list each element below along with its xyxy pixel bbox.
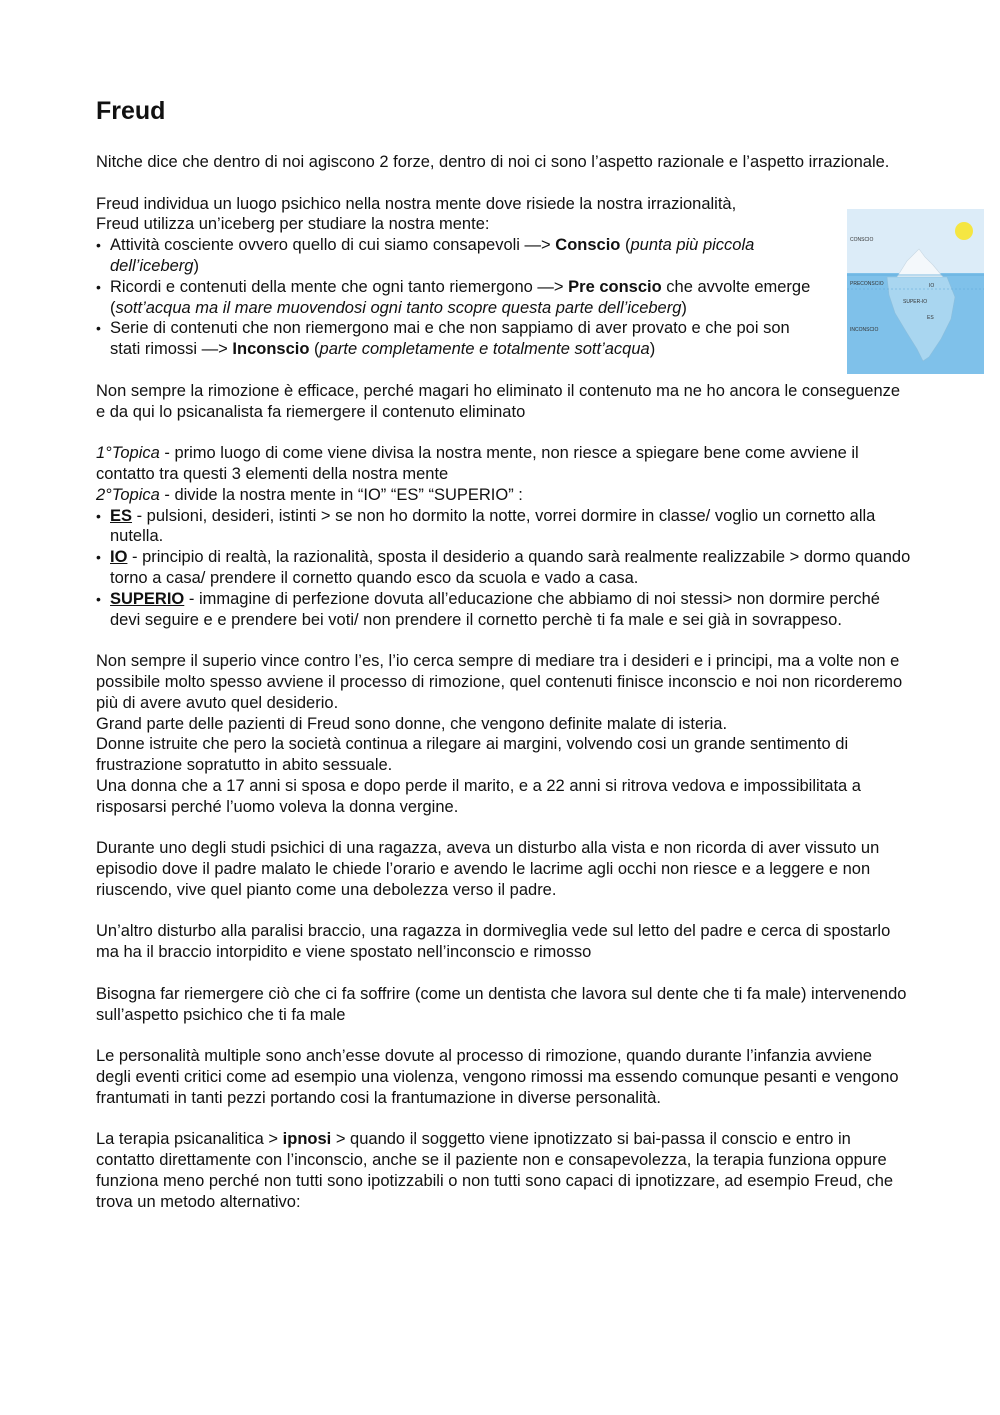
paragraph-pazienti: Grand parte delle pazienti di Freud sono donne, che vengono definite malate di isteria. xyxy=(96,714,728,733)
label-inconscio: INCONSCIO xyxy=(850,327,879,333)
list-item: • IO - principio di realtà, la razionalità, sposta il desiderio a quando sarà realmente realizzabile > dormo quando torno a casa/ prendere il cornetto quando esco da scuola e vado a casa. xyxy=(96,547,911,589)
paragraph-vedova: Una donna che a 17 anni si sposa e dopo perde il marito, e a 22 anni si ritrova vedova e impossibilitata a risposarsi perché l’uomo voleva la donna vergine. xyxy=(96,776,861,816)
label-conscio: CONSCIO xyxy=(850,237,874,243)
list-item: • Attività cosciente ovvero quello di cui siamo consapevoli —> Conscio (punta più piccola dell’iceberg) xyxy=(96,235,821,277)
paragraph-topica-2: 2°Topica - divide la nostra mente in “IO” “ES” “SUPERIO” : xyxy=(96,485,523,504)
paragraph-donne: Donne istruite che pero la società continua a rilegare ai margini, volvendo cosi un grande sentimento di frustrazione sopratutto in abito sessuale. xyxy=(96,735,849,775)
term-ipnosi: ipnosi xyxy=(282,1130,332,1149)
iceberg-illustration xyxy=(847,209,984,374)
paragraph-topica-1: 1°Topica - primo luogo di come viene divisa la nostra mente, non riesce a spiegare bene come avviene il contatto tra questi 3 elementi della nostra mente xyxy=(96,444,859,483)
paragraph-rimozione: Non sempre la rimozione è efficace, perché magari ho eliminato il contenuto ma ne ho ancora le conseguenze e da qui lo psicanalista fa riemergere il contenuto eliminato xyxy=(96,381,901,421)
iceberg-section xyxy=(96,194,821,360)
paragraph-iceberg-1: Freud individua un luogo psichico nella nostra mente dove risiede la nostra irrazionalità, xyxy=(96,194,737,213)
list-item: • Serie di contenuti che non riemergono mai e che non sappiamo di aver provato e che poi son stati rimossi —> Inconscio (parte completamente e totalmente sott’acqua) xyxy=(96,318,821,360)
document-page xyxy=(96,96,911,1233)
label-io: IO xyxy=(929,283,935,289)
paragraph-personalita: Le personalità multiple sono anch’esse dovute al processo di rimozione, quando durante l’infanzia avviene degli eventi critici come ad esempio una violenza, vengono rimossi ma essendo comunque pesanti e vengono frantumati in tanti pezzi portando cosi la frantumazione in diverse personalità. xyxy=(96,1047,899,1107)
list-item: • ES - pulsioni, desideri, istinti > se non ho dormito la notte, vorrei dormire in classe/ voglio un cornetto alla nutella. xyxy=(96,506,911,548)
paragraph-intro: Nitche dice che dentro di noi agiscono 2 forze, dentro di noi ci sono l’aspetto razionale e l’aspetto irrazionale. xyxy=(96,153,890,171)
term-inconscio: Inconscio xyxy=(232,340,310,359)
term-preconscio: Pre conscio xyxy=(568,277,662,296)
paragraph-iceberg-2: Freud utilizza un’iceberg per studiare la nostra mente: xyxy=(96,215,490,234)
iceberg-list xyxy=(96,235,821,360)
list-item: • Ricordi e contenuti della mente che ogni tanto riemergono —> Pre conscio che avvolte emerge (sott’acqua ma il mare muovendosi ogni tanto scopre questa parte dell’iceberg) xyxy=(96,277,821,319)
sun-icon xyxy=(955,222,973,240)
topica-list xyxy=(96,506,911,631)
term-conscio: Conscio xyxy=(555,236,621,255)
term-superio: SUPERIO xyxy=(110,589,185,608)
paragraph-riemergere: Bisogna far riemergere ciò che ci fa soffrire (come un dentista che lavora sul dente che ti fa male) intervenendo sull’aspetto psichico che ti fa male xyxy=(96,984,907,1024)
iceberg-image xyxy=(847,209,984,374)
label-es: ES xyxy=(927,315,934,321)
label-preconscio: PRECONSCIO xyxy=(850,281,884,287)
paragraph-superio: Non sempre il superio vince contro l’es, l’io cerca sempre di mediare tra i desideri e i principi, ma a volte non e possibile molto spesso avviene il processo di rimozione, quel contenuti finisce inconscio e noi non ricorderemo più di avere avuto quel desiderio. xyxy=(96,652,903,712)
term-es: ES xyxy=(110,506,133,525)
label-superio: SUPER-IO xyxy=(903,299,928,305)
paragraph-paralisi: Un’altro disturbo alla paralisi braccio, una ragazza in dormiveglia vede sul letto del padre e cerca di spostarlo ma ha il braccio intorpidito e viene spostato nell’inconscio e rimosso xyxy=(96,922,891,962)
list-item: • SUPERIO - immagine di perfezione dovuta all’educazione che abbiamo di noi stessi> non dormire perché devi seguire e e prendere bei voti/ non prendere il cornetto perchè ti fa male e sei già in sovrappeso. xyxy=(96,589,911,631)
term-io: IO xyxy=(110,548,128,567)
paragraph-ipnosi: La terapia psicanalitica > ipnosi > quando il soggetto viene ipnotizzato si bai-passa il conscio e entro in contatto direttamente con l’inconscio, anche se il paziente non e consapevolezza, la terapia funziona oppure funziona meno perché non tutti sono ipotizzabili o non tutti sono capaci di ipnotizzare, ad esempio Freud, che trova un metodo alternativo: xyxy=(96,1130,894,1211)
paragraph-disturbo-vista: Durante uno degli studi psichici di una ragazza, aveva un disturbo alla vista e non ricorda di aver vissuto un episodio dove il padre malato le chiede l’orario e avendo le lacrime agli occhi non riesce e a leggere e non riuscendo, vive quel pianto come una debolezza verso il padre. xyxy=(96,839,880,899)
page-title: Freud xyxy=(96,97,166,125)
